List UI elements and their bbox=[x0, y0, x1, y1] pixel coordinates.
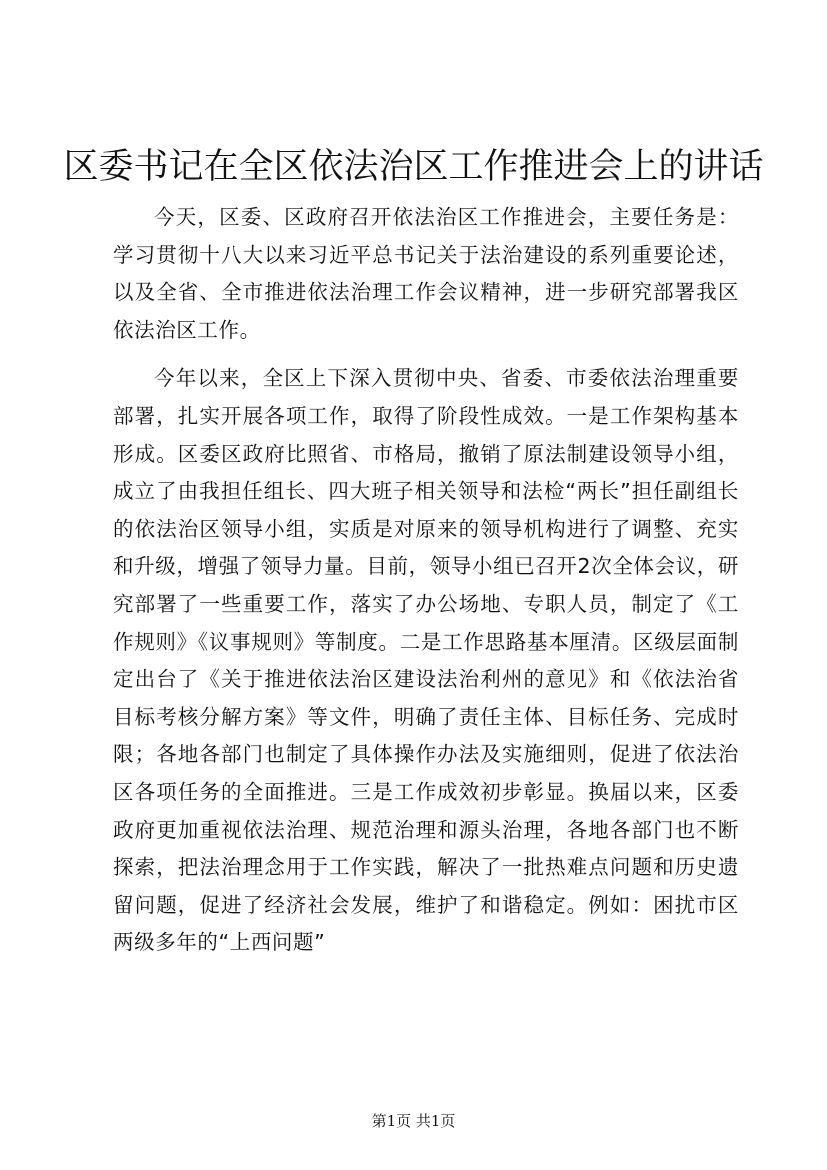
document-title: 区委书记在全区依法治区工作推进会上的讲话 bbox=[63, 147, 764, 187]
paragraph-intro: 今天，区委、区政府召开依法治区工作推进会，主要任务是：学习贯彻十八大以来习近平总书记关于法治建设的系列重要论述，以及全省、全市推进依法治理工作会议精神，进一步研究部署我区依法治区工作。 bbox=[113, 205, 739, 342]
page-footer: 第1页 共1页 bbox=[371, 1112, 456, 1130]
paragraph-progress: 今年以来，全区上下深入贯彻中央、省委、市委依法治理重要部署，扎实开展各项工作，取得了阶段性成效。一是工作架构基本形成。区委区政府比照省、市格局，撤销了原法制建设领导小组，成立了由我担任组长、四大班子相关领导和法检“两长”担任副组长的依法治区领导小组，实质是对原来的领导机构进行了调整、充实和升级，增强了领导力量。目前，领导小组已召开2次全体会议，研究部署了一些重要工作，落实了办公场地、专职人员，制定了《工作规则》《议事规则》等制度。二是工作思路基本厘清。区级层面制定出台了《关于推进依法治区建设法治利州的意见》和《依法治省目标考核分解方案》等文件，明确了责任主体、目标任务、完成时限；各地各部门也制定了具体操作办法及实施细则，促进了依法治区各项任务的全面推进。三是工作成效初步彰显。换届以来，区委政府更加重视依法治理、规范治理和源头治理，各地各部门也不断探索，把法治理念用于工作实践，解决了一批热难点问题和历史遗留问题，促进了经济社会发展，维护了和谐稳定。例如：困扰市区两级多年的“上西问题” bbox=[113, 366, 739, 955]
document-body bbox=[113, 199, 739, 973]
